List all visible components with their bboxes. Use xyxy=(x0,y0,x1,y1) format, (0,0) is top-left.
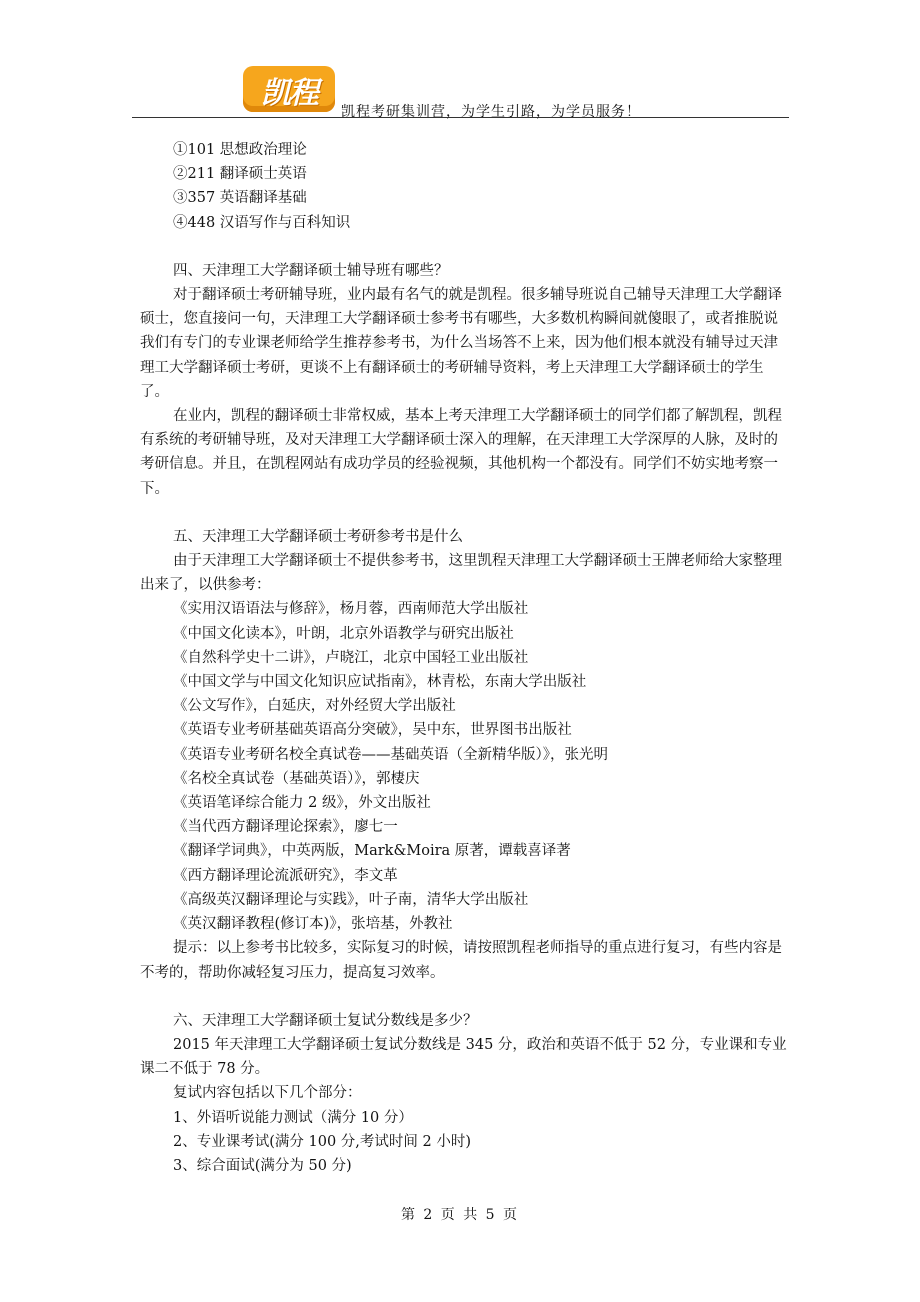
page-number: 第 2 页 共 5 页 xyxy=(400,1207,520,1223)
reference-book: 《公文写作》，白延庆，对外经贸大学出版社 xyxy=(173,698,456,715)
retest-item: 3、综合面试(满分为 50 分) xyxy=(173,1157,352,1174)
reference-book: 《中国文学与中国文化知识应试指南》，林青松，东南大学出版社 xyxy=(173,674,587,691)
section-5-intro: 由于天津理工大学翻译硕士不提供参考书，这里凯程天津理工大学翻译硕士王牌老师给大家整理出来了，以供参考： xyxy=(140,553,782,594)
section-5-tip: 提示：以上参考书比较多，实际复习的时候，请按照凯程老师指导的重点进行复习，有些内容是不考的，帮助你减轻复习压力，提高复习效率。 xyxy=(140,940,782,981)
reference-book: 《自然科学史十二讲》，卢晓江，北京中国轻工业出版社 xyxy=(173,649,529,666)
section-4-paragraph-1: 对于翻译硕士考研辅导班，业内最有名气的就是凯程。很多辅导班说自己辅导天津理工大学翻译硕士，您直接问一句，天津理工大学翻译硕士参考书有哪些，大多数机构瞬间就傻眼了，或者推脱说我们有专门的专业课老师给学生推荐参考书，为什么当场答不上来，因为他们根本就没有辅导过天津理工大学翻译硕士考研，更谈不上有翻译硕士的考研辅导资料，考上天津理工大学翻译硕士的学生了。 xyxy=(140,287,782,400)
reference-book: 《高级英汉翻译理论与实践》，叶子南，清华大学出版社 xyxy=(173,891,529,908)
page-header xyxy=(0,0,920,120)
section-6-heading: 六、天津理工大学翻译硕士复试分数线是多少？ xyxy=(173,1012,478,1029)
header-divider xyxy=(132,117,789,118)
retest-item: 1、外语听说能力测试（满分 10 分） xyxy=(173,1109,413,1126)
section-4-heading: 四、天津理工大学翻译硕士辅导班有哪些？ xyxy=(173,262,449,279)
kaicheng-logo xyxy=(243,66,335,112)
exam-subject-item: ④448 汉语写作与百科知识 xyxy=(173,214,351,231)
reference-book: 《中国文化读本》，叶朗，北京外语教学与研究出版社 xyxy=(173,625,514,642)
exam-subject-item: ①101 思想政治理论 xyxy=(173,142,307,158)
section-6-paragraph-1: 2015 年天津理工大学翻译硕士复试分数线是 345 分，政治和英语不低于 52 分，专业课和专业课二不低于 78 分。 xyxy=(140,1036,787,1078)
reference-book: 《西方翻译理论流派研究》，李文革 xyxy=(173,867,398,884)
document-body xyxy=(140,138,790,1178)
section-6-paragraph-2: 复试内容包括以下几个部分： xyxy=(173,1085,362,1102)
header-slogan: 凯程考研集训营，为学生引路，为学员服务！ xyxy=(341,104,641,120)
retest-item: 2、专业课考试(满分 100 分,考试时间 2 小时) xyxy=(173,1133,471,1150)
section-4-paragraph-2: 在业内，凯程的翻译硕士非常权威，基本上考天津理工大学翻译硕士的同学们都了解凯程，凯程有系统的考研辅导班，及对天津理工大学翻译硕士深入的理解，在天津理工大学深厚的人脉，及时的考研信息。并且，在凯程网站有成功学员的经验视频，其他机构一个都没有。同学们不妨实地考察一下。 xyxy=(140,408,782,497)
section-5-heading: 五、天津理工大学翻译硕士考研参考书是什么 xyxy=(173,528,463,545)
reference-book: 《实用汉语语法与修辞》，杨月蓉，西南师范大学出版社 xyxy=(173,601,529,618)
reference-book: 《英语专业考研基础英语高分突破》，吴中东，世界图书出版社 xyxy=(173,722,572,739)
logo-text: 凯程 xyxy=(261,76,317,111)
reference-book: 《当代西方翻译理论探索》，廖七一 xyxy=(173,819,398,836)
reference-book: 《英汉翻译教程(修订本)》，张培基，外教社 xyxy=(173,916,453,933)
reference-book: 《英语笔译综合能力 2 级》，外文出版社 xyxy=(173,795,431,812)
reference-book: 《名校全真试卷（基础英语）》，郭棲庆 xyxy=(173,770,420,787)
exam-subject-item: ③357 英语翻译基础 xyxy=(173,190,307,207)
exam-subject-item: ②211 翻译硕士英语 xyxy=(173,166,307,183)
reference-book: 《英语专业考研名校全真试卷——基础英语（全新精华版）》，张光明 xyxy=(173,746,608,763)
reference-book: 《翻译学词典》，中英两版，Mark&Moira 原著，谭载喜译著 xyxy=(173,843,571,860)
